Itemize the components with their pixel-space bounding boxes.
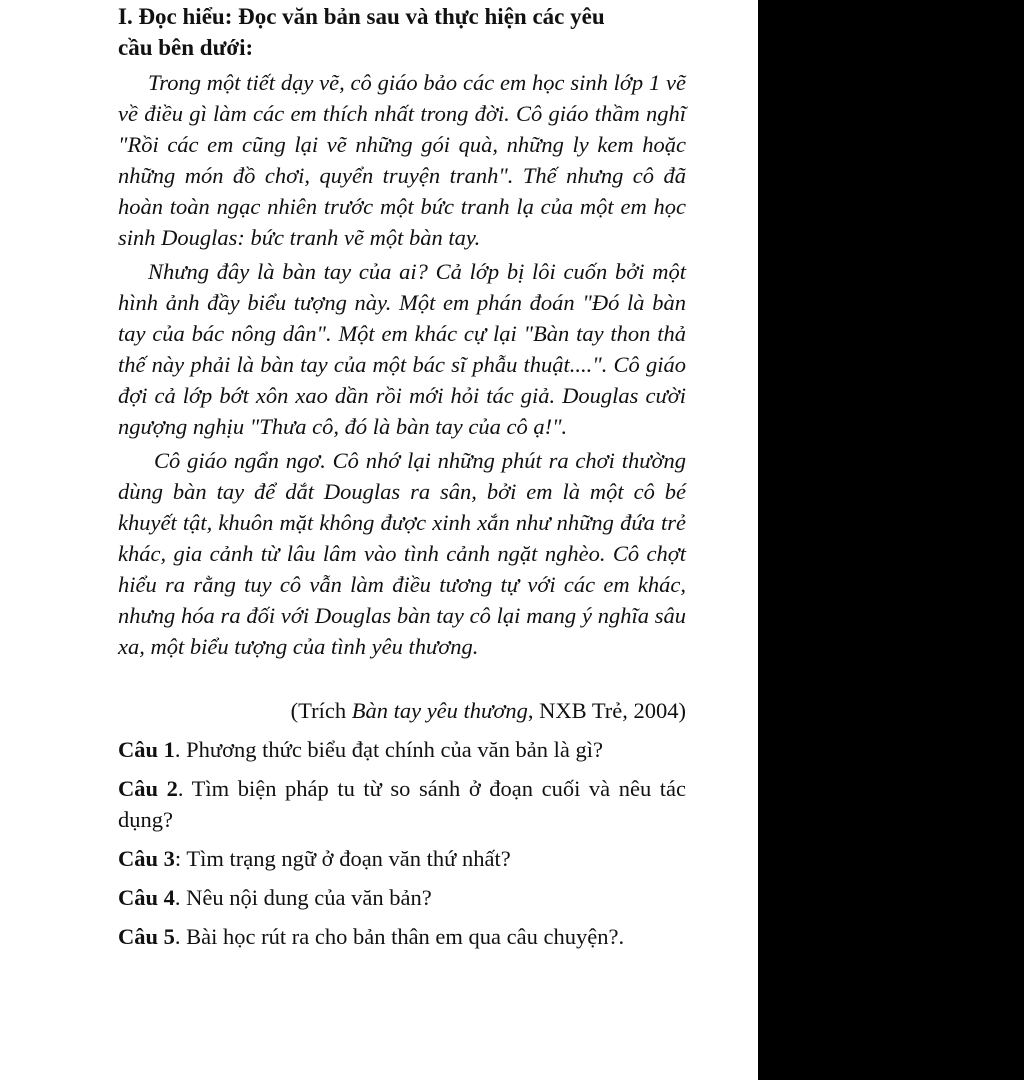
question-separator: . — [174, 924, 187, 949]
question-3 — [118, 843, 686, 874]
question-separator: . — [177, 776, 192, 801]
source-suffix: , NXB Trẻ, 2004) — [527, 698, 686, 723]
story-paragraph-3: Cô giáo ngẩn ngơ. Cô nhớ lại những phút ra chơi thường dùng bàn tay để dắt Douglas ra sân, bởi em là một cô bé khuyết tật, khuôn mặt không được xinh xắn như những đứa trẻ khác, gia cảnh từ lâu lâm vào tình cảnh ngặt nghèo. Cô chợt hiểu ra rằng tuy cô vẫn làm điều tương tự với các em khác, nhưng hóa ra đối với Douglas bàn tay cô lại mang ý nghĩa sâu xa, một biểu tượng của tình yêu thương. — [118, 448, 686, 659]
question-text: Bài học rút ra cho bản thân em qua câu chuyện?. — [186, 924, 625, 949]
question-text: Tìm biện pháp tu từ so sánh ở đoạn cuối và nêu tác dụng? — [118, 776, 686, 832]
question-label: Câu 4 — [118, 885, 175, 910]
question-5 — [118, 921, 686, 952]
section-heading — [118, 0, 686, 63]
story-paragraph-2: Nhưng đây là bàn tay của ai? Cả lớp bị lôi cuốn bởi một hình ảnh đầy biểu tượng này. Một em phán đoán "Đó là bàn tay của bác nông dân". Một em khác cự lại "Bàn tay thon thả thế này phải là bàn tay của một bác sĩ phẫu thuật....". Cô giáo đợi cả lớp bớt xôn xao dần rồi mới hỏi tác giả. Douglas cười ngượng nghịu "Thưa cô, đó là bàn tay của cô ạ!". — [118, 259, 686, 439]
question-text: Phương thức biểu đạt chính của văn bản là gì? — [186, 737, 603, 762]
question-label: Câu 2 — [118, 776, 178, 801]
section-heading-line-2: cầu bên dưới: — [118, 35, 254, 60]
question-separator: : — [174, 846, 187, 871]
question-2 — [118, 773, 686, 835]
source-citation — [118, 695, 686, 726]
source-prefix: (Trích — [290, 698, 352, 723]
question-4 — [118, 882, 686, 913]
question-text: Nêu nội dung của văn bản? — [186, 885, 432, 910]
question-label: Câu 5 — [118, 924, 175, 949]
story-paragraph-1: Trong một tiết dạy vẽ, cô giáo bảo các em học sinh lớp 1 vẽ về điều gì làm các em thích nhất trong đời. Cô giáo thầm nghĩ "Rồi các em cũng lại vẽ những gói quà, những ly kem hoặc những món đồ chơi, quyển truyện tranh". Thế nhưng cô đã hoàn toàn ngạc nhiên trước một bức tranh lạ của một em học sinh Douglas: bức tranh vẽ một bàn tay. — [118, 70, 686, 250]
question-separator: . — [174, 885, 187, 910]
question-text: Tìm trạng ngữ ở đoạn văn thứ nhất? — [186, 846, 511, 871]
section-heading-line-1: I. Đọc hiểu: Đọc văn bản sau và thực hiện các yêu — [118, 4, 605, 29]
source-book-title: Bàn tay yêu thương — [351, 698, 528, 723]
question-label: Câu 3 — [118, 846, 175, 871]
question-separator: . — [174, 737, 187, 762]
question-label: Câu 1 — [118, 737, 175, 762]
question-1 — [118, 734, 686, 765]
document-content — [118, 0, 686, 952]
